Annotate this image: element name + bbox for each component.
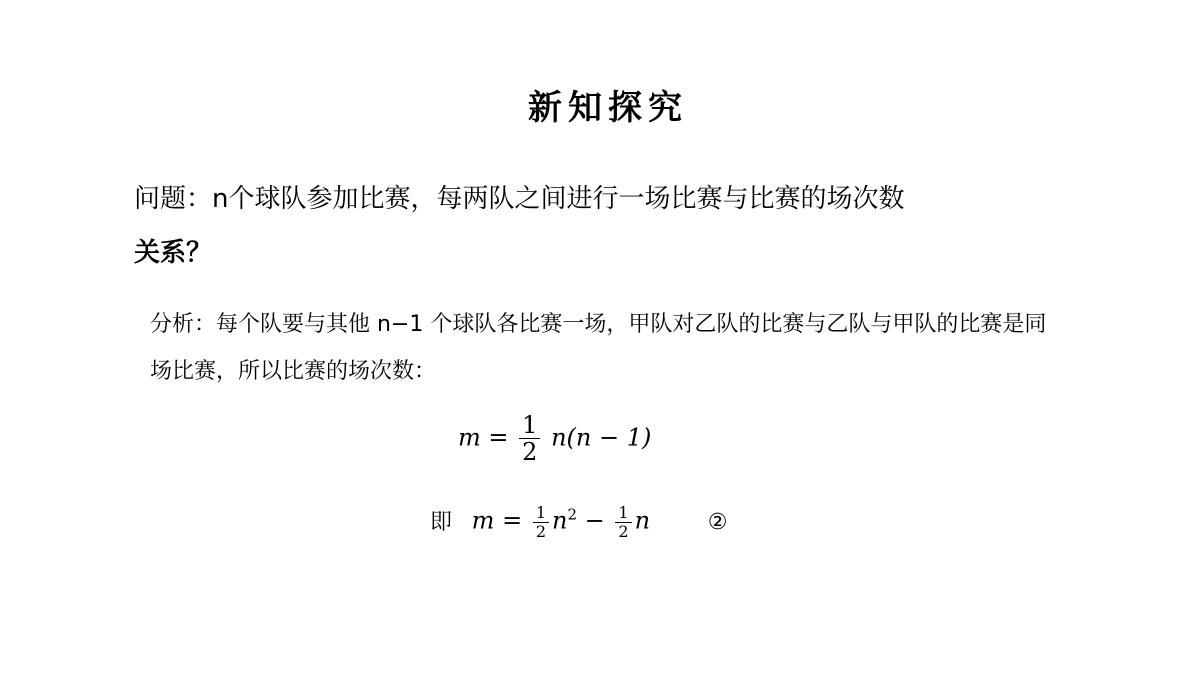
formula1-fraction (519, 412, 540, 466)
question-line-2: 关系？ (134, 238, 213, 268)
formula2-fraction-2 (615, 504, 631, 540)
formula1-rhs: n(n − 1) (551, 423, 652, 452)
formula1-eq: = (488, 423, 509, 452)
formula2-frac2-den: 2 (618, 521, 629, 541)
equation-number-marker: ② (707, 509, 728, 535)
formula2-frac1-den: 2 (535, 521, 546, 541)
page-title: 新知探究 (528, 88, 688, 128)
formula2-term1-exp: 2 (567, 505, 578, 524)
formula1-frac-den: 2 (522, 438, 538, 467)
formula-m-expanded (430, 504, 727, 540)
formula2-term2: n (634, 506, 651, 535)
formula2-minus: − (584, 506, 605, 535)
formula1-lhs: m (458, 423, 481, 452)
formula1-frac-num: 1 (519, 412, 540, 439)
formula2-lhs: m (471, 506, 495, 535)
formula2-eq: = (502, 506, 523, 535)
analysis-line-1: 分析：每个队要与其他 n−1 个球队各比赛一场，甲队对乙队的比赛与乙队与甲队的比赛是同 (150, 312, 1047, 337)
question-line-1: 问题：n个球队参加比赛，每两队之间进行一场比赛与比赛的场次数 (134, 184, 905, 214)
formula2-frac2-num: 1 (615, 504, 631, 523)
formula2-fraction-1 (533, 504, 549, 540)
formula2-frac1-num: 1 (533, 504, 549, 523)
formula-m-equals-half-n-n-minus-1 (458, 412, 651, 466)
analysis-line-2: 场比赛，所以比赛的场次数： (150, 359, 437, 384)
formula2-term1-base: n (552, 506, 568, 535)
formula2-prefix: 即 (430, 509, 453, 535)
